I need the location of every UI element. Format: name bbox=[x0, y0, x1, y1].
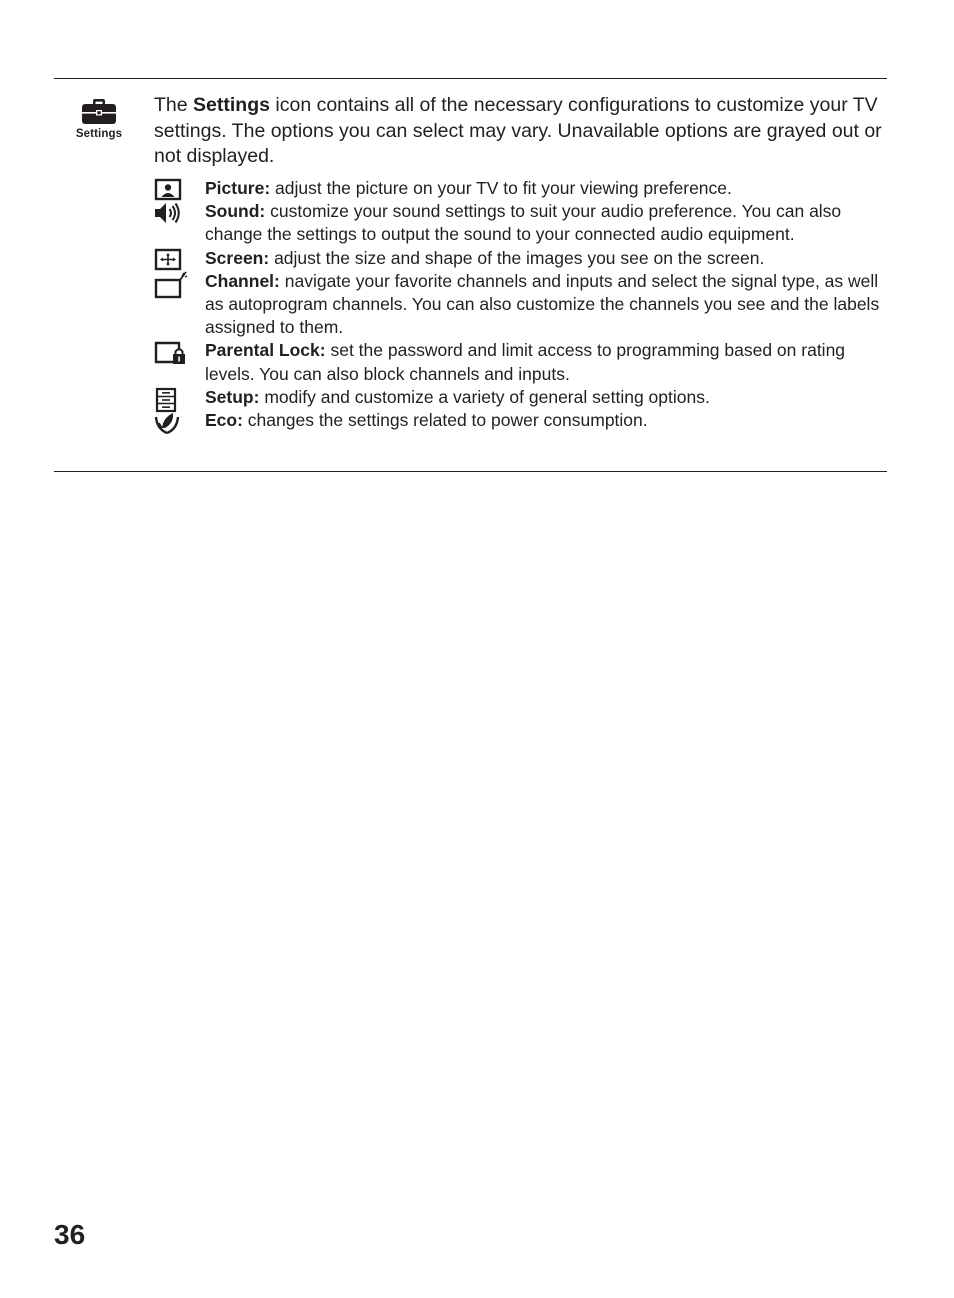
list-item bbox=[154, 339, 884, 385]
bottom-rule bbox=[54, 471, 887, 472]
item-text: modify and customize a variety of general setting options. bbox=[259, 386, 710, 407]
list-item bbox=[154, 270, 884, 340]
parental-lock-icon bbox=[154, 340, 184, 366]
intro-bold: Settings bbox=[193, 94, 270, 116]
item-label: Setup: bbox=[205, 386, 260, 407]
item-text: changes the settings related to power consumption. bbox=[242, 410, 648, 431]
page-number: 36 bbox=[54, 1219, 86, 1250]
item-label: Parental Lock: bbox=[205, 340, 326, 361]
list-item bbox=[154, 247, 884, 270]
item-label: Channel: bbox=[205, 270, 280, 291]
item-label: Sound: bbox=[205, 201, 266, 222]
item-label: Eco: bbox=[205, 410, 243, 431]
list-item bbox=[154, 386, 884, 409]
item-text: adjust the size and shape of the images you see on the screen. bbox=[269, 247, 765, 268]
top-rule bbox=[54, 78, 887, 79]
intro-prefix: The bbox=[154, 94, 194, 116]
intro-paragraph bbox=[154, 93, 884, 170]
item-label: Screen: bbox=[205, 247, 270, 268]
item-text: set the password and limit access to programming based on rating levels. You can also block channels and inputs. bbox=[205, 340, 846, 384]
item-text: navigate your favorite channels and inputs and select the signal type, as well as autoprogram channels. You can also customize the channels you see and the labels assigned to them. bbox=[205, 270, 880, 338]
item-text: adjust the picture on your TV to fit your viewing preference. bbox=[270, 178, 732, 198]
list-item bbox=[154, 200, 884, 246]
settings-items-list bbox=[154, 177, 884, 432]
list-item bbox=[154, 177, 884, 200]
channel-icon bbox=[154, 271, 184, 297]
list-item bbox=[154, 409, 884, 432]
sound-icon bbox=[154, 201, 184, 227]
toolbox-icon bbox=[68, 99, 130, 125]
settings-icon-block bbox=[68, 99, 130, 140]
item-text: customize your sound settings to suit your audio preference. You can also change the settings to output the sound to your connected audio equipment. bbox=[205, 201, 842, 245]
eco-icon bbox=[154, 410, 184, 436]
settings-caption: Settings bbox=[75, 128, 123, 140]
item-label: Picture: bbox=[205, 178, 271, 198]
intro-suffix: icon contains all of the necessary configurations to customize your TV settings. The options you can select may vary. Unavailable options are grayed out or not displayed. bbox=[154, 94, 882, 167]
